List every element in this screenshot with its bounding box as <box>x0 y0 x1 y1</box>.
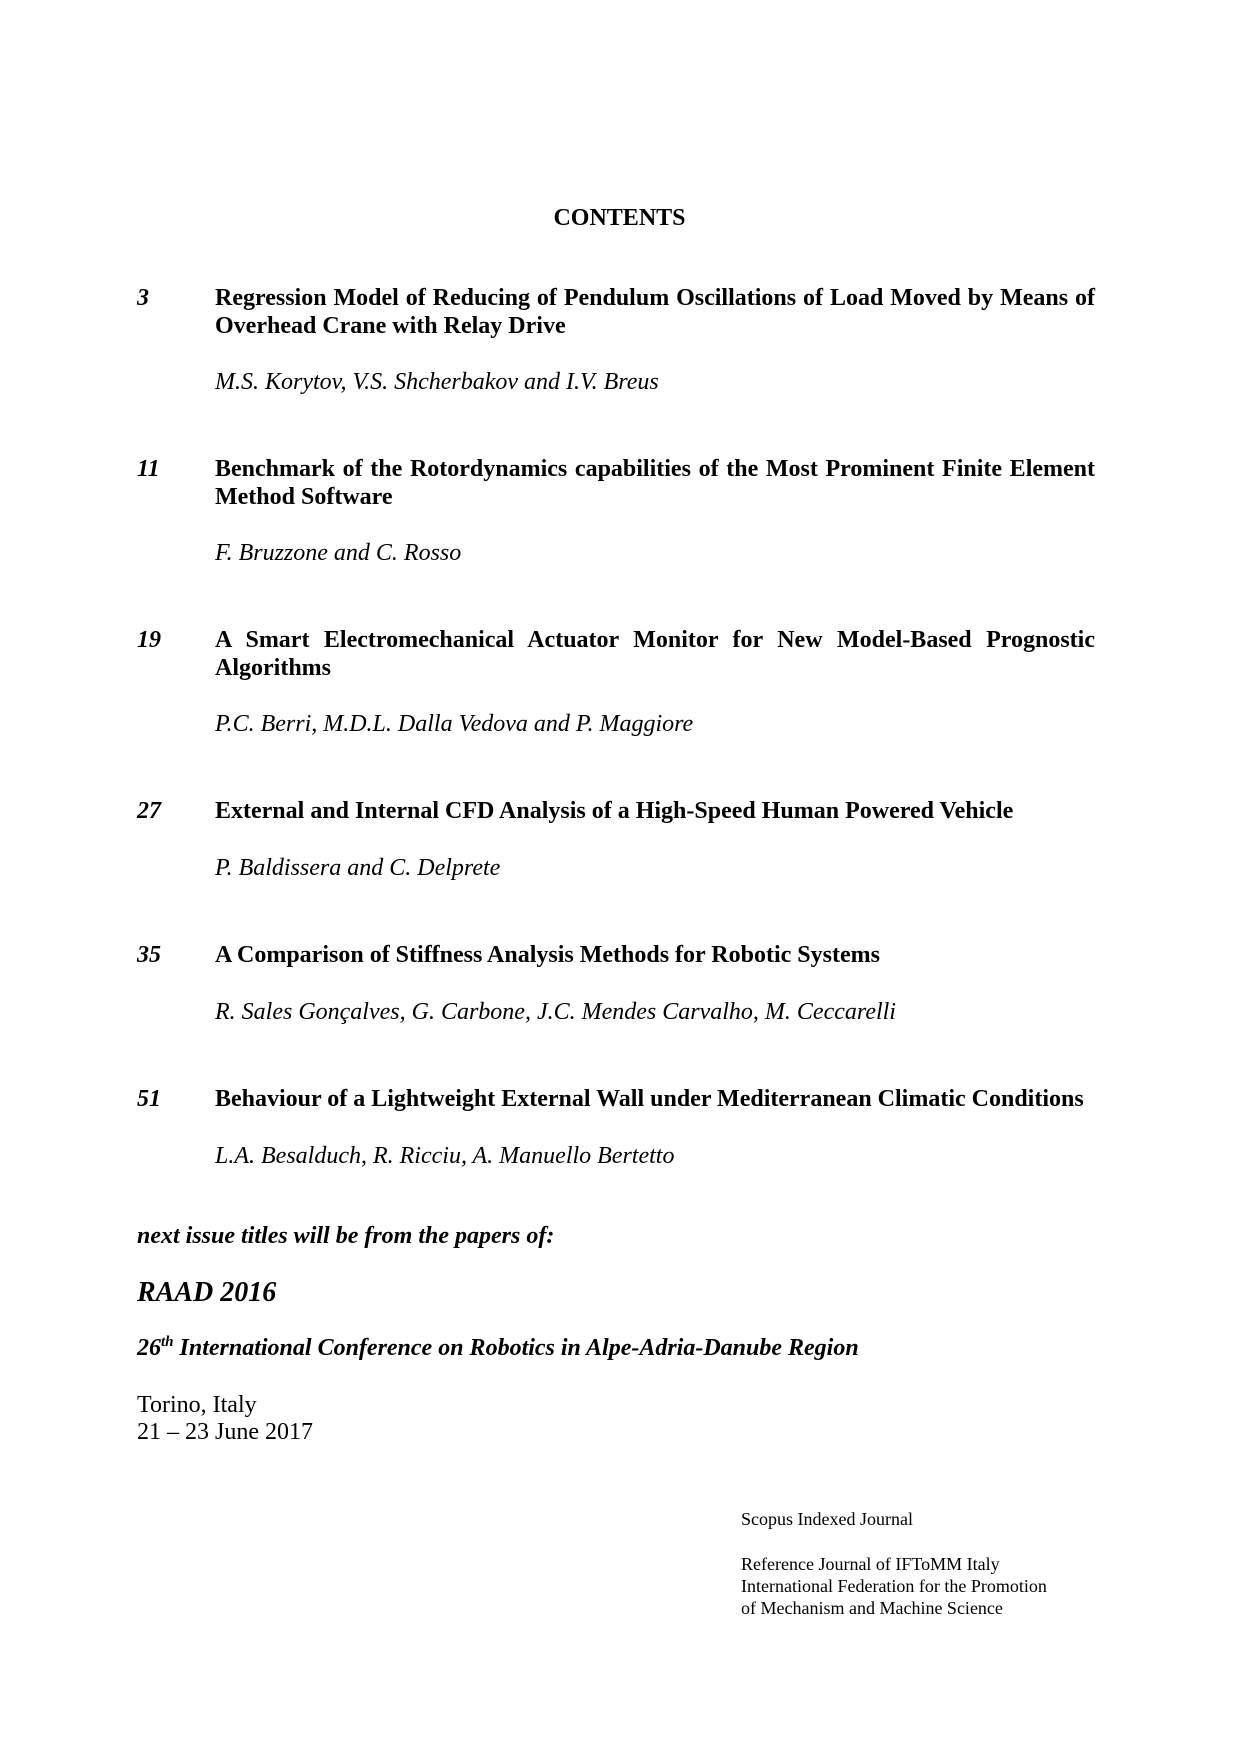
reference-line: International Federation for the Promotion <box>741 1576 1047 1596</box>
reference-line: Reference Journal of IFToMM Italy <box>741 1554 1000 1574</box>
entry-authors: P.C. Berri, M.D.L. Dalla Vedova and P. Maggiore <box>215 711 694 737</box>
entry-authors: P. Baldissera and C. Delprete <box>215 855 501 881</box>
conference-name <box>137 1334 859 1362</box>
entry-title: Benchmark of the Rotordynamics capabilities of the Most Prominent Finite Element Method Software <box>215 456 1095 510</box>
entry-authors: F. Bruzzone and C. Rosso <box>215 540 462 566</box>
entry-page-number: 19 <box>137 627 161 653</box>
conference-ordinal-suffix: th <box>161 1334 174 1350</box>
conference-city: Torino, Italy <box>137 1392 257 1418</box>
entry-page-number: 35 <box>137 942 161 968</box>
entry-title: A Comparison of Stiffness Analysis Methods for Robotic Systems <box>215 942 880 968</box>
next-issue-intro: next issue titles will be from the papers of: <box>137 1223 555 1249</box>
entry-authors: L.A. Besalduch, R. Ricciu, A. Manuello Bertetto <box>215 1143 675 1169</box>
conference-location <box>137 1392 313 1446</box>
entry-authors: M.S. Korytov, V.S. Shcherbakov and I.V. Breus <box>215 369 659 395</box>
entry-title: Behaviour of a Lightweight External Wall under Mediterranean Climatic Conditions <box>215 1086 1084 1112</box>
entry-title: A Smart Electromechanical Actuator Monitor for New Model-Based Prognostic Algorithms <box>215 627 1095 681</box>
entry-title: External and Internal CFD Analysis of a High-Speed Human Powered Vehicle <box>215 798 1014 824</box>
entry-title: Regression Model of Reducing of Pendulum Oscillations of Load Moved by Means of Overhead Crane with Relay Drive <box>215 285 1095 339</box>
entry-page-number: 3 <box>137 285 149 311</box>
entry-page-number: 11 <box>137 456 160 482</box>
conference-title: International Conference on Robotics in Alpe-Adria-Danube Region <box>173 1335 859 1361</box>
entry-page-number: 27 <box>137 798 161 824</box>
page-title: CONTENTS <box>553 205 686 231</box>
reference-line: of Mechanism and Machine Science <box>741 1598 1003 1618</box>
conference-dates: 21 – 23 June 2017 <box>137 1419 313 1445</box>
conference-ordinal: 26 <box>137 1335 161 1361</box>
indexed-label: Scopus Indexed Journal <box>741 1509 913 1529</box>
entry-authors: R. Sales Gonçalves, G. Carbone, J.C. Mendes Carvalho, M. Ceccarelli <box>215 999 896 1025</box>
entry-page-number: 51 <box>137 1086 161 1112</box>
conference-acronym: RAAD 2016 <box>137 1277 277 1308</box>
journal-footer <box>741 1508 1047 1619</box>
